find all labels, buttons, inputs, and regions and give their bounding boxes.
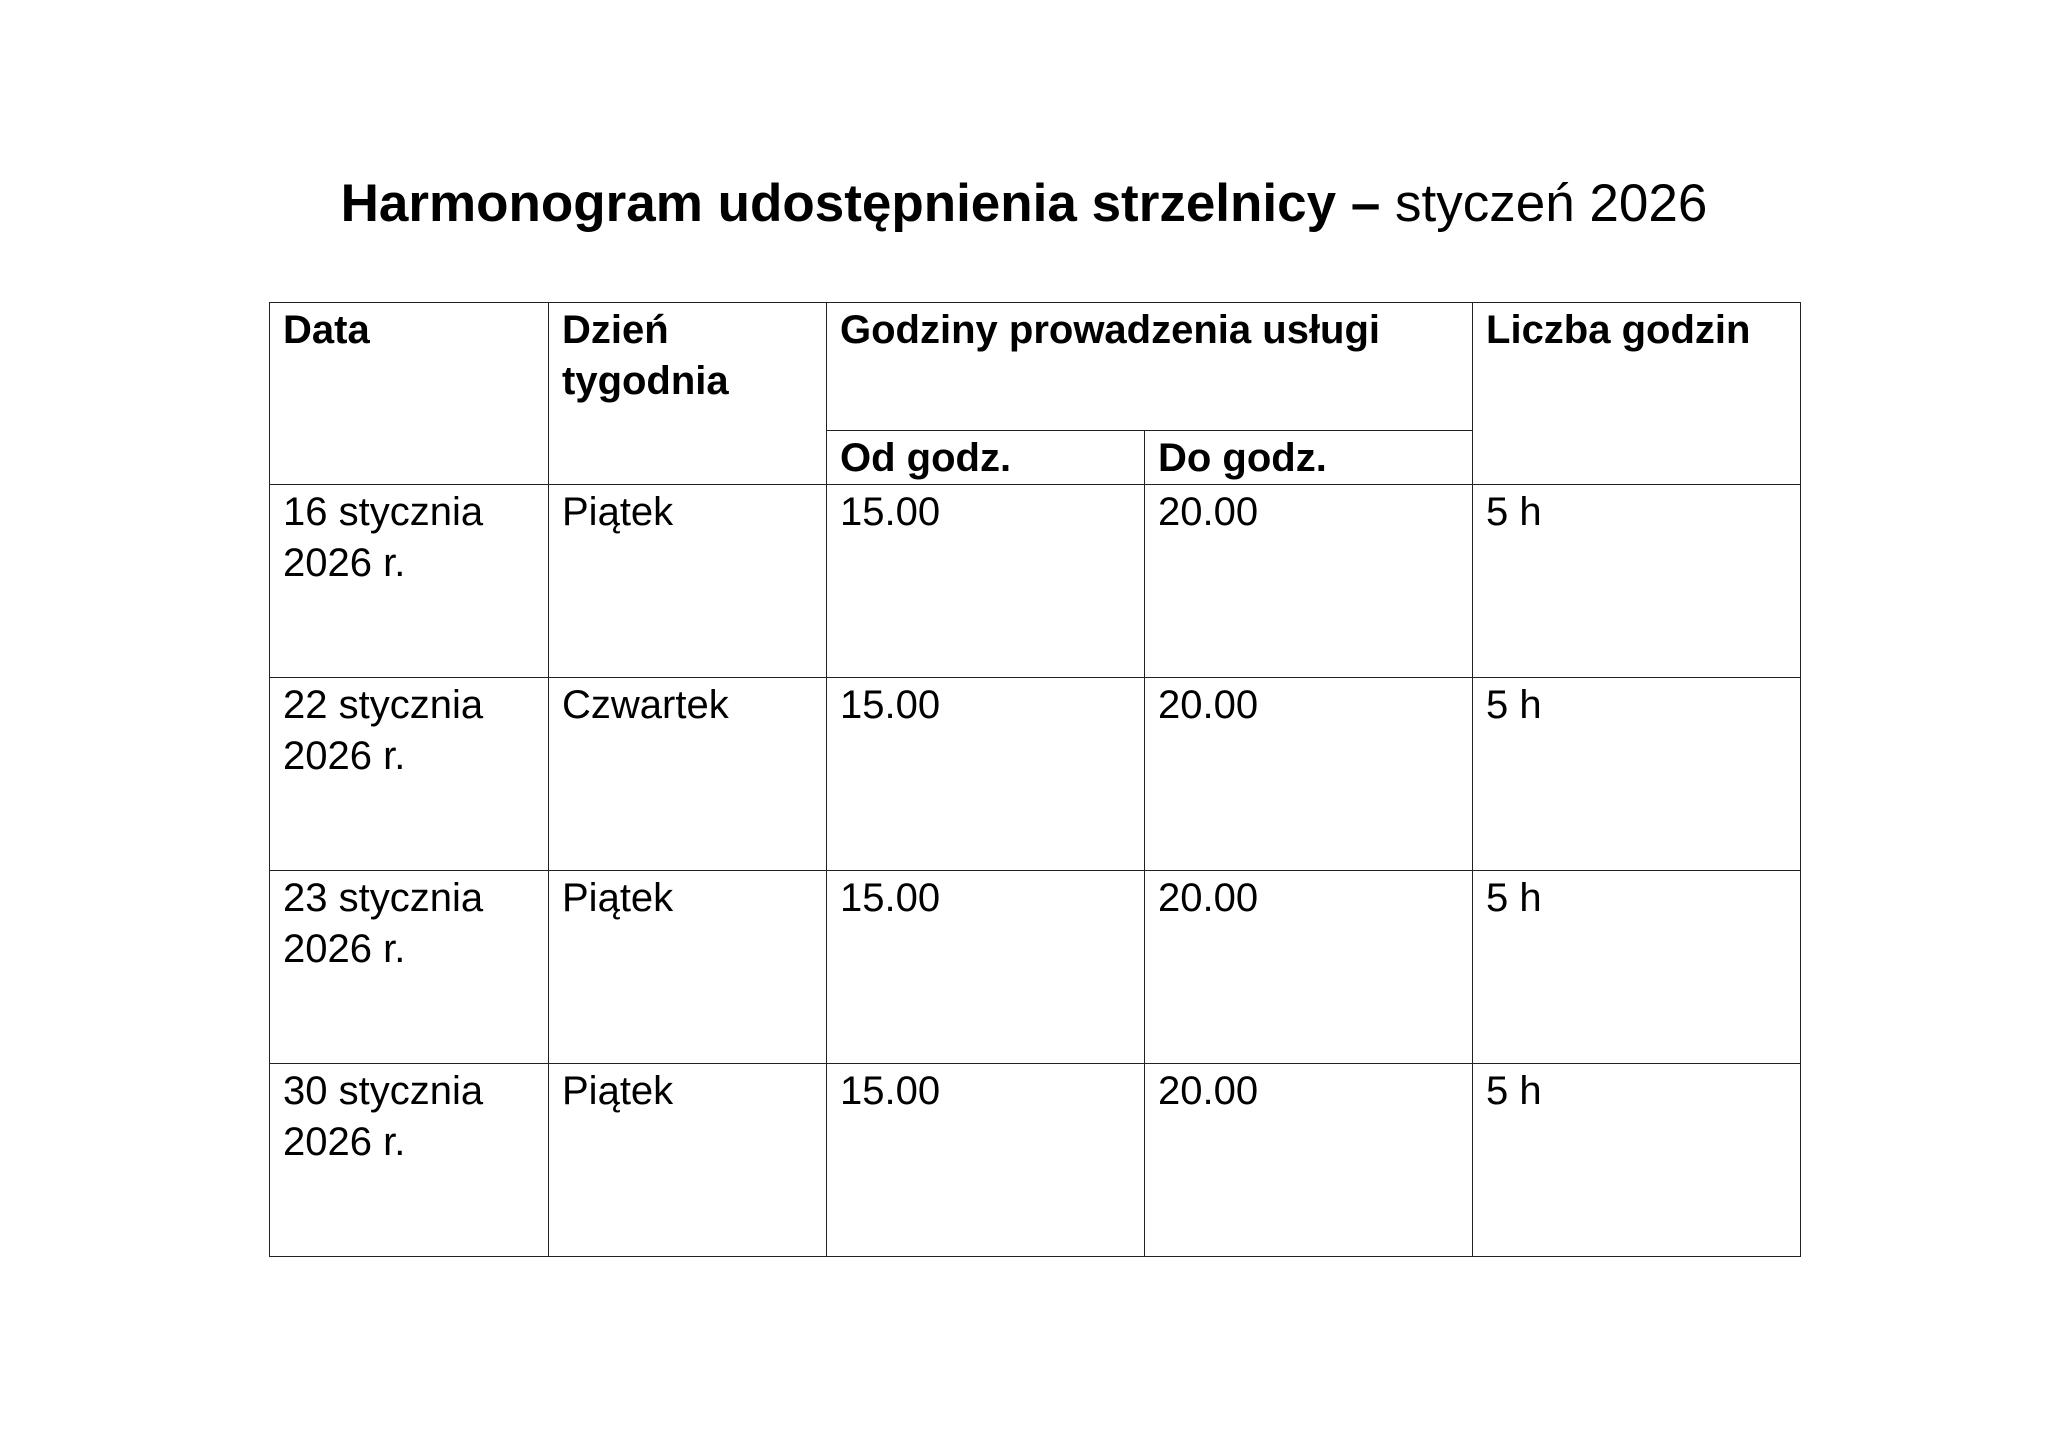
cell-from: 15.00: [827, 678, 1145, 871]
page-title: [0, 172, 2048, 236]
header-to: Do godz.: [1145, 431, 1473, 485]
header-service-hours: Godziny prowadzenia usługi: [827, 303, 1473, 431]
cell-date: 16 stycznia 2026 r.: [270, 485, 549, 678]
cell-hours: 5 h: [1473, 1064, 1801, 1257]
cell-date: 22 stycznia 2026 r.: [270, 678, 549, 871]
title-main: Harmonogram udostępnienia strzelnicy –: [340, 174, 1381, 233]
cell-to: 20.00: [1145, 485, 1473, 678]
title-period: styczeń 2026: [1380, 174, 1708, 233]
table-row: [270, 1064, 1801, 1257]
cell-weekday: Piątek: [549, 871, 827, 1064]
cell-hours: 5 h: [1473, 485, 1801, 678]
cell-hours: 5 h: [1473, 871, 1801, 1064]
table-row: [270, 678, 1801, 871]
table-header-row: [270, 303, 1801, 431]
table-row: [270, 871, 1801, 1064]
cell-weekday: Czwartek: [549, 678, 827, 871]
cell-from: 15.00: [827, 485, 1145, 678]
header-hours-count: Liczba godzin: [1473, 303, 1801, 485]
cell-hours: 5 h: [1473, 678, 1801, 871]
cell-weekday: Piątek: [549, 485, 827, 678]
header-weekday: Dzień tygodnia: [549, 303, 827, 485]
cell-to: 20.00: [1145, 871, 1473, 1064]
cell-to: 20.00: [1145, 678, 1473, 871]
cell-to: 20.00: [1145, 1064, 1473, 1257]
cell-date: 30 stycznia 2026 r.: [270, 1064, 549, 1257]
table-row: [270, 485, 1801, 678]
cell-date: 23 stycznia 2026 r.: [270, 871, 549, 1064]
header-date: Data: [270, 303, 549, 485]
cell-from: 15.00: [827, 871, 1145, 1064]
cell-weekday: Piątek: [549, 1064, 827, 1257]
header-from: Od godz.: [827, 431, 1145, 485]
cell-from: 15.00: [827, 1064, 1145, 1257]
schedule-table: [269, 302, 1801, 1257]
